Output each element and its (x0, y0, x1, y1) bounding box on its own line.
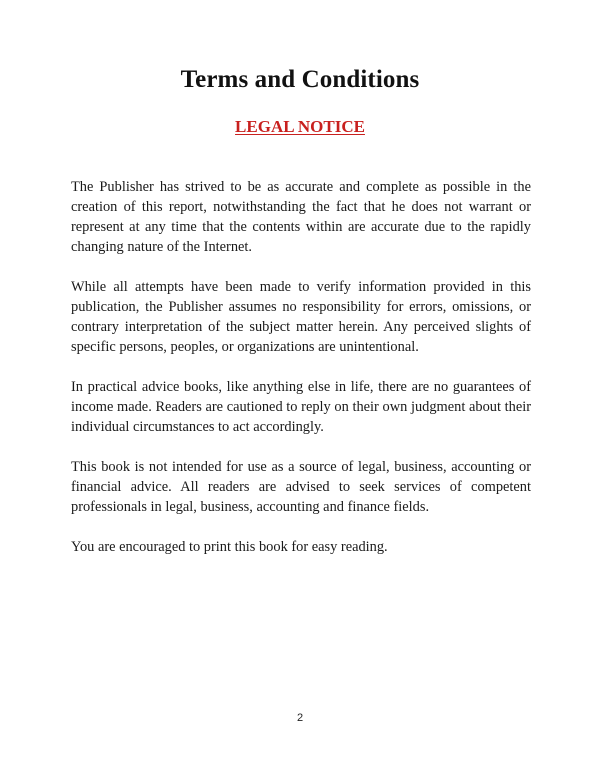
legal-notice-heading: LEGAL NOTICE (235, 117, 365, 136)
page-title: Terms and Conditions (180, 66, 420, 93)
paragraph-accuracy: The Publisher has strived to be as accurate and complete as possible in the creation of this report, notwithstanding the fact that he does not warrant or represent at any time that the contents within are accurate due to the rapidly changing nature of the Internet. (71, 179, 531, 255)
paragraph-guarantees: In practical advice books, like anything else in life, there are no guarantees of income made. Readers are cautioned to reply on their own judgment about their individual circumstances to act accordingly. (71, 379, 531, 435)
paragraph-responsibility: While all attempts have been made to verify information provided in this publication, the Publisher assumes no responsibility for errors, omissions, or contrary interpretation of the subject matter herein. Any perceived slights of specific persons, peoples, or organizations are unintentional. (71, 279, 531, 355)
page-number: 2 (296, 712, 304, 724)
paragraph-advice: This book is not intended for use as a source of legal, business, accounting or financial advice. All readers are advised to seek services of competent professionals in legal, business, accounting and finance fields. (71, 459, 531, 515)
body-text (71, 177, 531, 577)
paragraph-print: You are encouraged to print this book for easy reading. (71, 539, 388, 555)
